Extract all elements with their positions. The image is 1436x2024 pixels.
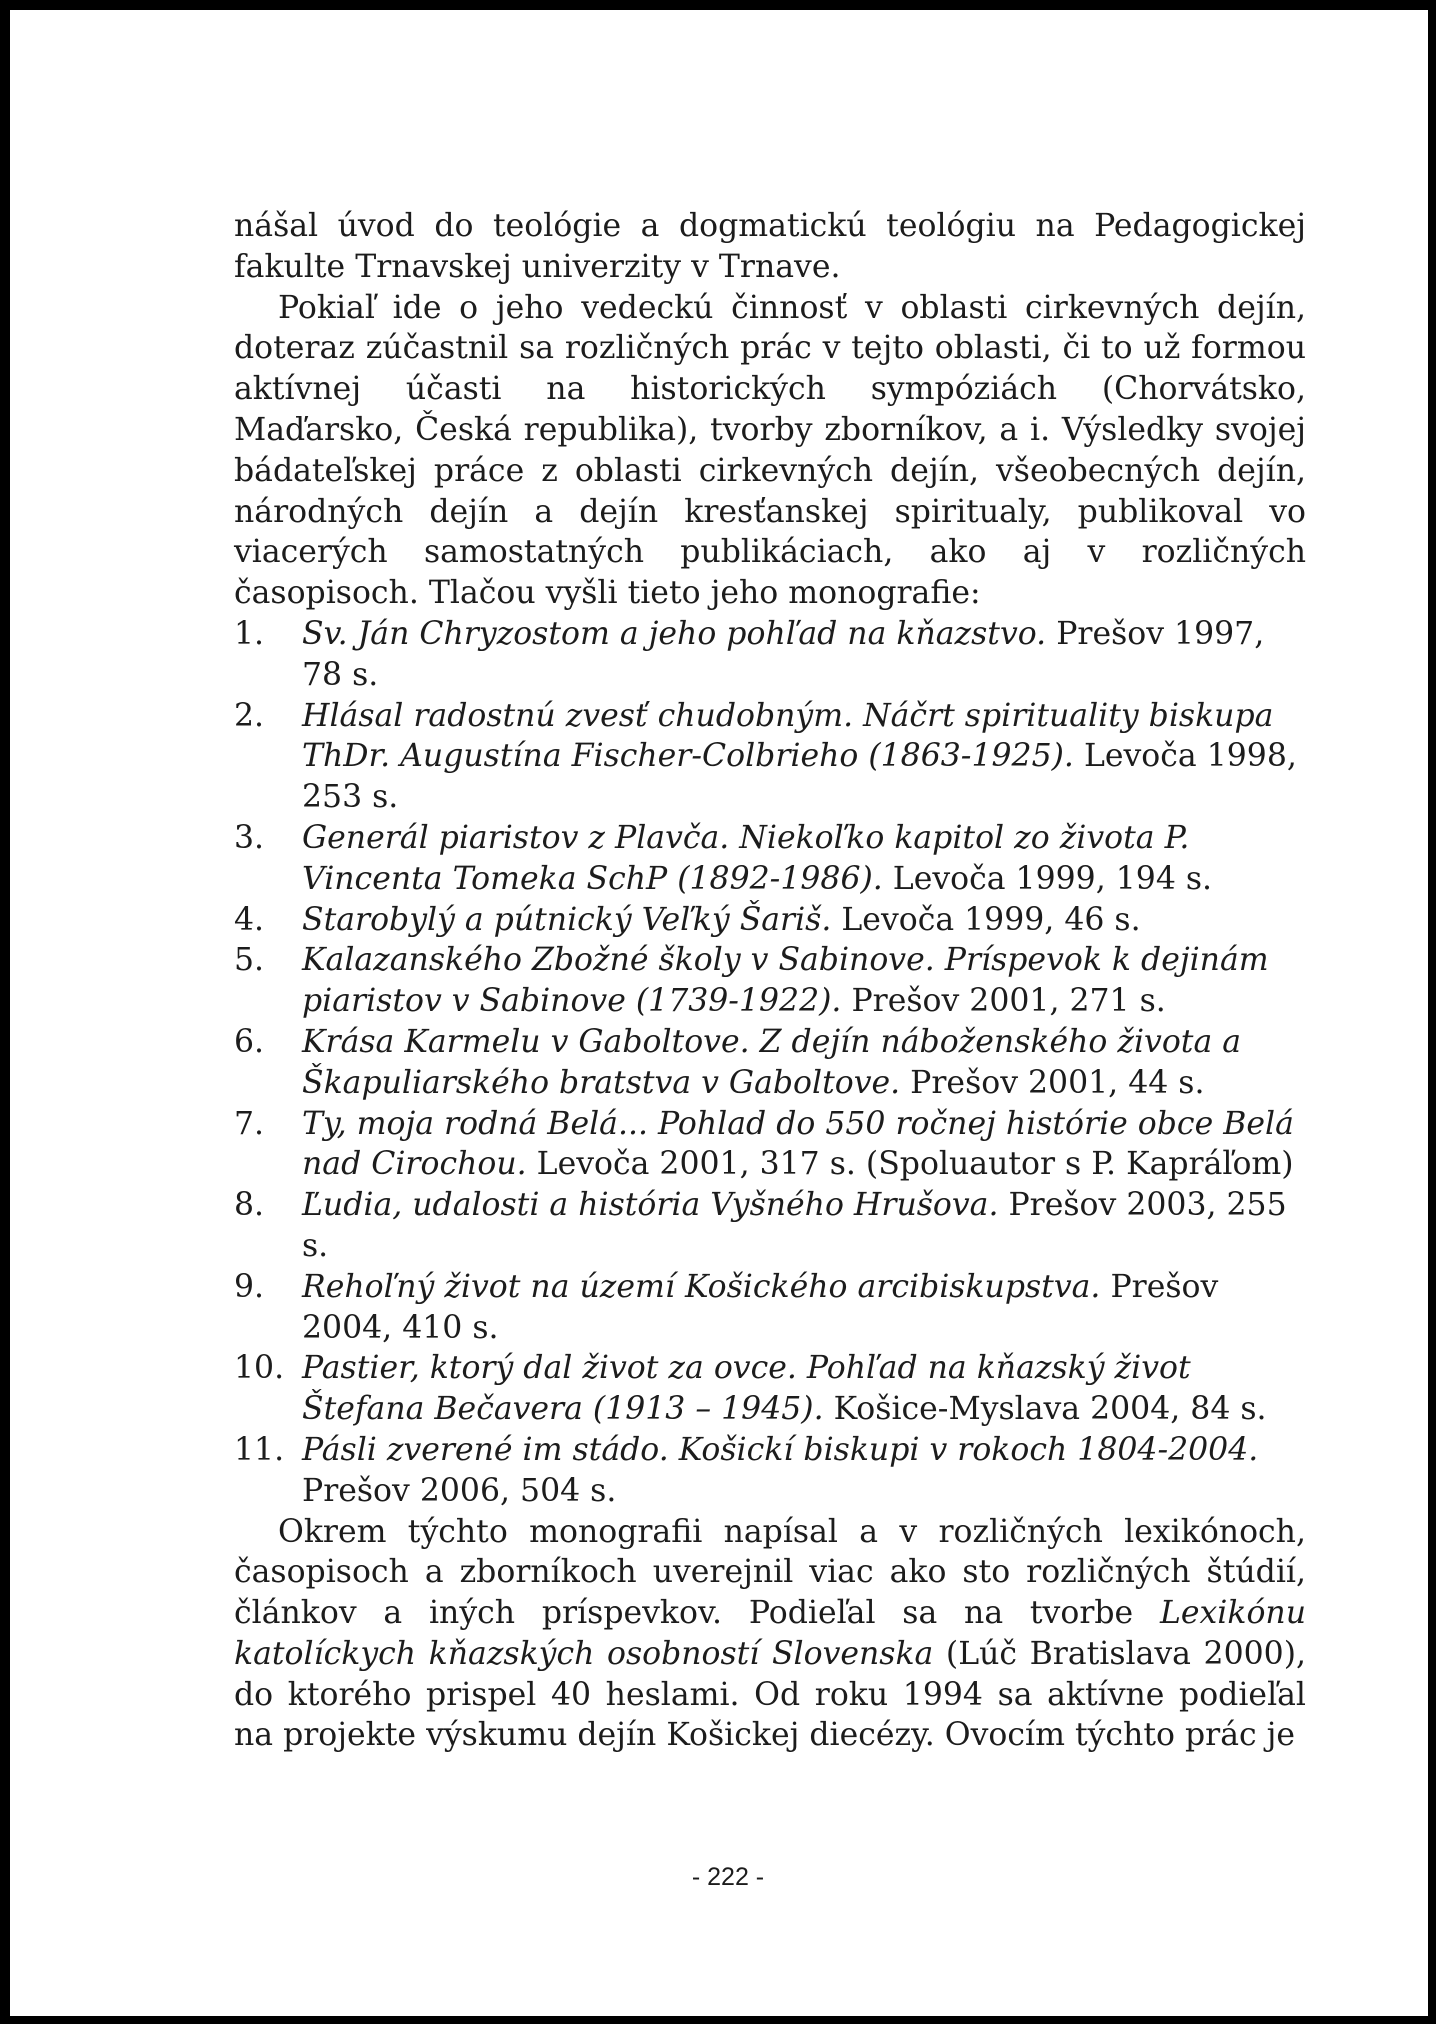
monograph-item (234, 1430, 1306, 1512)
item-details: Levoča 2001, 317 s. (Spoluautor s P. Kapráľom) (536, 1146, 1294, 1183)
monograph-list (234, 614, 1306, 1512)
opening-paragraph: nášal úvod do teológie a dogmatickú teológiu na Pedagogickej fakulte Trnavskej univerzity v Trnave. (234, 208, 1306, 285)
item-title: Starobylý a pútnický Veľký Šariš. (302, 901, 832, 938)
item-details: Prešov 2003, 255 s. (302, 1187, 1287, 1264)
text-block (234, 206, 1306, 1756)
item-details: Prešov 2004, 410 s. (302, 1268, 1219, 1346)
item-title: Kalazanského Zbožné školy v Sabinove. Príspevok k dejinám piaristov v Sabinove (1739-1922). (302, 942, 1269, 1020)
item-number: 9. (234, 1268, 265, 1305)
monograph-item (234, 1185, 1306, 1267)
monograph-item (234, 696, 1306, 818)
item-details: Levoča 1999, 46 s. (841, 901, 1141, 938)
closing-paragraph (234, 1512, 1306, 1757)
item-number: 5. (234, 942, 265, 979)
item-number: 3. (234, 819, 265, 856)
monograph-item (234, 1022, 1306, 1104)
item-title: Hlásal radostnú zvesť chudobným. Náčrt spirituality biskupa ThDr. Augustína Fischer-Colbrieho (1863-1925). (302, 697, 1274, 775)
monograph-item (234, 1104, 1306, 1186)
item-title: Generál piaristov z Plavča. Niekoľko kapitol zo života P. Vincenta Tomeka SchP (1892-1986). (302, 819, 1190, 897)
item-title: Pásli zverené im stádo. Košickí biskupi v rokoch 1804-2004. (302, 1431, 1259, 1468)
item-details: Košice-Myslava 2004, 84 s. (833, 1391, 1267, 1428)
item-number: 11. (234, 1431, 285, 1468)
item-number: 10. (234, 1350, 285, 1387)
item-number: 8. (234, 1187, 265, 1224)
page-number: - 222 - (691, 1863, 765, 1891)
monograph-item (234, 1348, 1306, 1430)
item-number: 6. (234, 1023, 265, 1060)
closing-text-before: Okrem týchto monografii napísal a v rozličných lexikónoch, časopisoch a zborníkoch uverejnil viac ako sto rozličných štúdií, článkov a iných príspevkov. Podieľal sa na tvorbe (234, 1513, 1306, 1632)
item-number: 7. (234, 1105, 265, 1142)
item-title: Ľudia, udalosti a história Vyšného Hrušova. (302, 1187, 999, 1224)
item-title: Rehoľný život na území Košického arcibiskupstva. (302, 1268, 1101, 1305)
item-details: Levoča 1999, 194 s. (892, 860, 1213, 897)
item-details: Prešov 2001, 271 s. (851, 983, 1166, 1020)
item-title: Sv. Ján Chryzostom a jeho pohľad na kňazstvo. (302, 615, 1047, 652)
monograph-item (234, 940, 1306, 1022)
item-number: 2. (234, 697, 265, 734)
monograph-item (234, 1267, 1306, 1349)
item-title: Pastier, ktorý dal život za ovce. Pohľad na kňazský život Štefana Bečavera (1913 – 1945). (302, 1350, 1191, 1428)
item-details: Levoča 1998, 253 s. (302, 738, 1297, 816)
monograph-item (234, 818, 1306, 900)
item-number: 4. (234, 901, 265, 938)
item-details: Prešov 2001, 44 s. (910, 1064, 1205, 1101)
item-details: Prešov 2006, 504 s. (302, 1472, 617, 1509)
monograph-item (234, 900, 1306, 941)
closing-text-after: (Lúč Bratislava 2000), do ktorého prispel 40 heslami. Od roku 1994 sa aktívne podieľal na projekte výskumu dejín Košickej diecézy. Ovocím týchto prác je (234, 1635, 1306, 1754)
item-title: Ty, moja rodná Belá... Pohlad do 550 ročnej histórie obce Belá nad Cirochou. (302, 1105, 1294, 1183)
research-paragraph: Pokiaľ ide o jeho vedeckú činnosť v oblasti cirkevných dejín, doteraz zúčastnil sa rozličných prác v tejto oblasti, či to už formou aktívnej účasti na historických sympóziách (Chorvátsko, Maďarsko, Česká republika), tvorby zborníkov, a i. Výsledky svojej bádateľskej práce z oblasti cirkevných dejín, všeobecných dejín, národných dejín a dejín kresťanskej spiritualy, publikoval vo viacerých samostatných publikáciach, ako aj v rozličných časopisoch. Tlačou vyšli tieto jeho monografie: (234, 289, 1306, 612)
item-title: Krása Karmelu v Gaboltove. Z dejín náboženského života a Škapuliarského bratstva v Gaboltove. (302, 1023, 1242, 1101)
monograph-item (234, 614, 1306, 696)
item-number: 1. (234, 615, 265, 652)
lexicon-title: Lexikónu katolíckych kňazských osobností Slovenska (234, 1595, 1307, 1672)
item-details: Prešov 1997, 78 s. (302, 615, 1265, 693)
